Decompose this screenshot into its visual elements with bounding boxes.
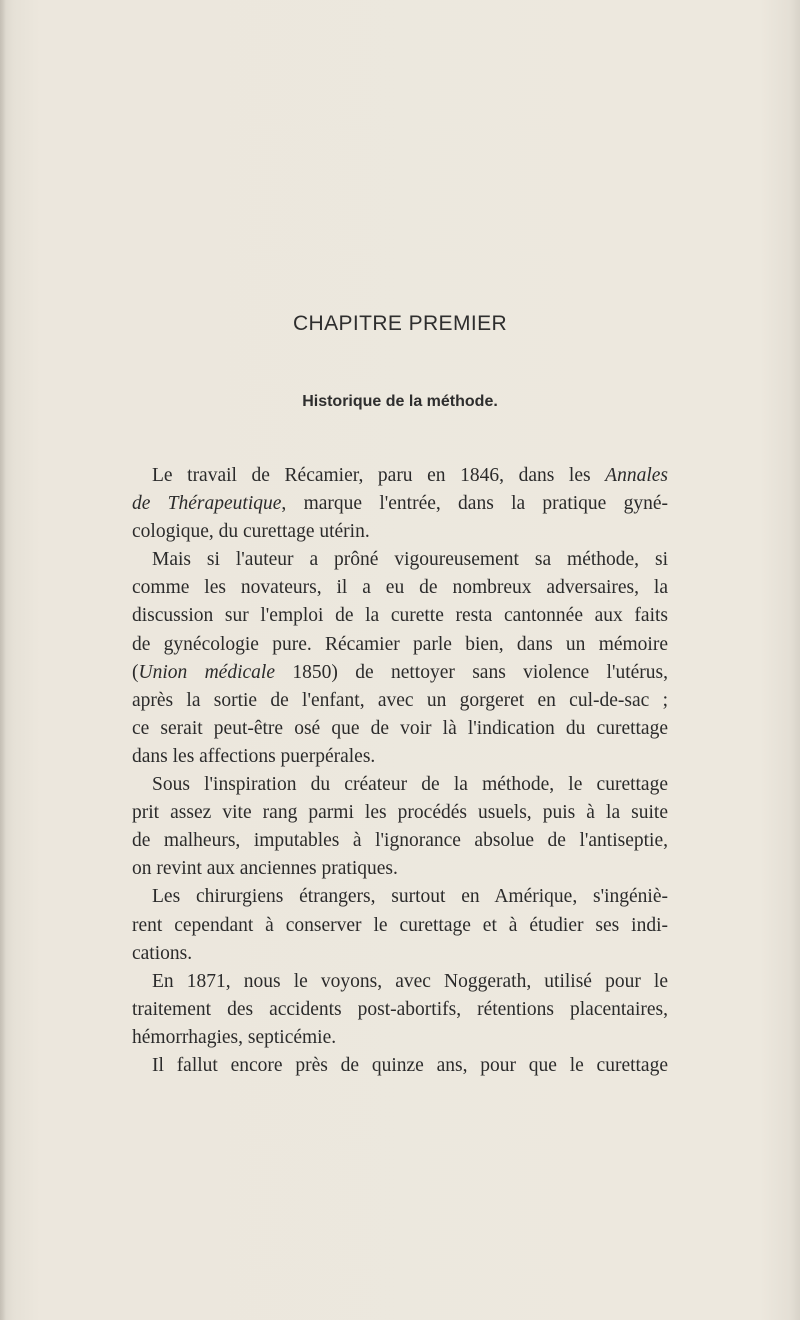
paragraph bbox=[132, 883, 668, 967]
text-run: En 1871, nous le voyons, avec Noggerath, utilisé pour le bbox=[152, 970, 668, 992]
text-line bbox=[132, 855, 668, 883]
text-line bbox=[132, 799, 668, 827]
italic-text: de Thérapeutique bbox=[132, 493, 282, 515]
text-line bbox=[132, 631, 668, 659]
body-text bbox=[132, 462, 668, 1080]
text-line bbox=[132, 968, 668, 996]
text-run: traitement des accidents post-abortifs, rétentions placentaires, bbox=[132, 998, 668, 1020]
text-line bbox=[132, 659, 668, 687]
text-line bbox=[132, 715, 668, 743]
text-line bbox=[132, 827, 668, 855]
text-run: de gynécologie pure. Récamier parle bien, dans un mémoire bbox=[132, 633, 668, 655]
text-line bbox=[132, 883, 668, 911]
text-line bbox=[132, 546, 668, 574]
text-run: prit assez vite rang parmi les procédés usuels, puis à la suite bbox=[132, 802, 668, 824]
page-binding-shadow bbox=[0, 0, 6, 1320]
text-line bbox=[132, 1052, 668, 1080]
text-run: Les chirurgiens étrangers, surtout en Amérique, s'ingéniè- bbox=[152, 886, 668, 908]
text-line bbox=[132, 996, 668, 1024]
text-line bbox=[132, 743, 668, 771]
text-run: hémorrhagies, septicémie. bbox=[132, 1026, 337, 1048]
text-run: 1850) de nettoyer sans violence l'utérus, bbox=[275, 661, 668, 683]
chapter-title: CHAPITRE PREMIER bbox=[292, 312, 508, 335]
text-run: Il fallut encore près de quinze ans, pour que le curettage bbox=[152, 1054, 668, 1076]
text-run: cations. bbox=[132, 942, 193, 964]
text-line bbox=[132, 602, 668, 630]
text-run: cologique, du curettage utérin. bbox=[132, 521, 370, 543]
paragraph bbox=[132, 771, 668, 883]
text-run: Le travail de Récamier, paru en 1846, dans les bbox=[152, 465, 606, 486]
text-run: Mais si l'auteur a prôné vigoureusement sa méthode, si bbox=[152, 549, 668, 571]
text-line bbox=[132, 574, 668, 602]
text-line bbox=[132, 1024, 668, 1052]
paragraph bbox=[132, 546, 668, 771]
text-run: on revint aux anciennes pratiques. bbox=[132, 858, 398, 880]
text-line bbox=[132, 771, 668, 799]
text-line bbox=[132, 462, 668, 490]
paragraph bbox=[132, 462, 668, 546]
text-line bbox=[132, 490, 668, 518]
text-run: ce serait peut-être osé que de voir là l'indication du curettage bbox=[132, 717, 668, 739]
text-run: discussion sur l'emploi de la curette resta cantonnée aux faits bbox=[132, 605, 668, 627]
text-run: de malheurs, imputables à l'ignorance absolue de l'antiseptie, bbox=[132, 830, 668, 852]
text-run: rent cependant à conserver le curettage et à étudier ses indi- bbox=[132, 914, 668, 936]
italic-text: Annales bbox=[605, 465, 668, 486]
italic-text: Union médicale bbox=[138, 661, 275, 683]
text-run: comme les novateurs, il a eu de nombreux adversaires, la bbox=[132, 577, 668, 599]
paragraph bbox=[132, 968, 668, 1052]
text-run: ( bbox=[132, 661, 139, 683]
paragraph bbox=[132, 1052, 668, 1080]
text-run: après la sortie de l'enfant, avec un gorgeret en cul-de-sac ; bbox=[132, 689, 668, 711]
text-line bbox=[132, 518, 668, 546]
section-title: Historique de la méthode. bbox=[302, 393, 498, 410]
text-line bbox=[132, 912, 668, 940]
text-line bbox=[132, 687, 668, 715]
text-run: dans les affections puerpérales. bbox=[132, 745, 376, 767]
text-run: , marque l'entrée, dans la pratique gyné- bbox=[281, 493, 668, 515]
text-run: Sous l'inspiration du créateur de la méthode, le curettage bbox=[152, 774, 668, 796]
text-line bbox=[132, 940, 668, 968]
